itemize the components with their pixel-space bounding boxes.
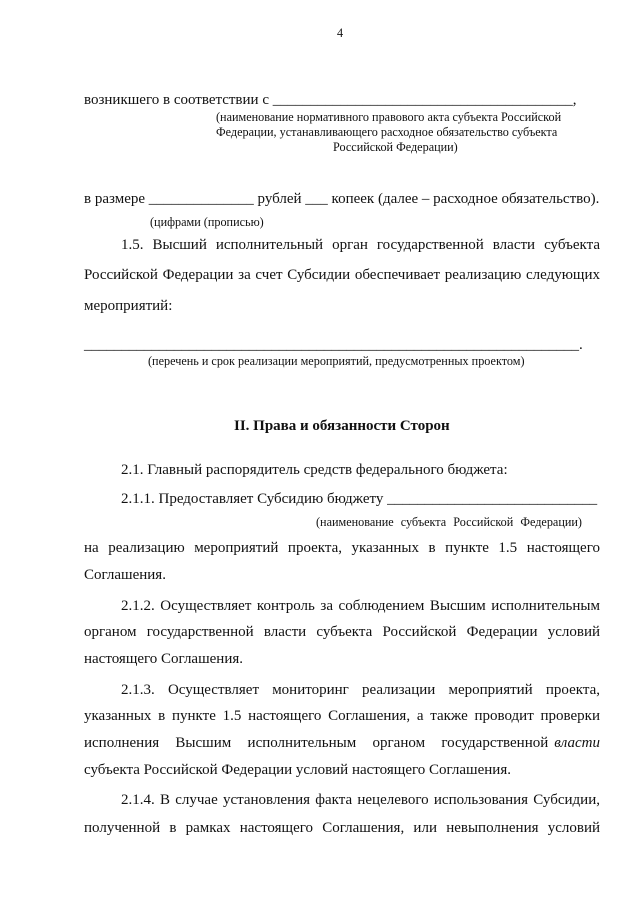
clause-2-1-3-line2: указанных в пункте 1.5 настоящего Соглашения, а также проводит проверки <box>84 708 600 724</box>
arising-note-line1: (наименование нормативного правового акта субъекта Российской <box>216 110 562 124</box>
clause-2-1-3-line1: 2.1.3. Осуществляет мониторинг реализации мероприятий проекта, <box>121 682 600 698</box>
clause-1-5-note: (перечень и срок реализации мероприятий, предусмотренных проектом) <box>148 354 525 368</box>
clause-2-1: 2.1. Главный распорядитель средств федерального бюджета: <box>121 462 508 478</box>
clause-2-1-4-line2: полученной в рамках настоящего Соглашения, или невыполнения условий <box>84 820 600 836</box>
amount-note: (цифрами (прописью) <box>150 215 264 229</box>
clause-2-1-3-line3-italic: власти <box>554 735 600 751</box>
clause-2-1-4-line1: 2.1.4. В случае установления факта нецелевого использования Субсидии, <box>121 792 600 808</box>
clause-2-1-1-line2: на реализацию мероприятий проекта, указанных в пункте 1.5 настоящего <box>84 540 600 556</box>
amount-line: в размере ______________ рублей ___ копеек (далее – расходное обязательство). <box>84 191 600 207</box>
clause-2-1-3-line3 <box>84 735 600 752</box>
clause-2-1-2-line2: органом государственной власти субъекта Российской Федерации условий <box>84 624 600 640</box>
clause-1-5-blank: __________________________________________________________________. <box>84 337 583 353</box>
clause-2-1-1-line3: Соглашения. <box>84 567 166 583</box>
page-number: 4 <box>337 26 344 40</box>
clause-2-1-3-line4: субъекта Российской Федерации условий настоящего Соглашения. <box>84 762 511 778</box>
clause-2-1-1-line1: 2.1.1. Предоставляет Субсидию бюджету ____________________________ <box>121 491 598 507</box>
clause-2-1-3-line3-main: исполнения Высшим исполнительным органом государственной <box>84 735 549 751</box>
clause-1-5-line1: 1.5. Высший исполнительный орган государственной власти субъекта <box>121 237 600 253</box>
clause-2-1-2-line1: 2.1.2. Осуществляет контроль за соблюдением Высшим исполнительным <box>121 598 600 614</box>
clause-1-5-line2: Российской Федерации за счет Субсидии обеспечивает реализацию следующих <box>84 267 600 283</box>
arising-note-line3: Российской Федерации) <box>333 140 458 154</box>
clause-2-1-1-note: (наименование субъекта Российской Федерации) <box>316 515 582 529</box>
arising-line: возникшего в соответствии с ________________________________________, <box>84 92 577 108</box>
clause-1-5-line3: мероприятий: <box>84 298 173 314</box>
section-2-heading: II. Права и обязанности Сторон <box>234 418 450 434</box>
arising-note-line2: Федерации, устанавливающего расходное обязательство субъекта <box>216 125 558 139</box>
clause-2-1-2-line3: настоящего Соглашения. <box>84 651 244 667</box>
